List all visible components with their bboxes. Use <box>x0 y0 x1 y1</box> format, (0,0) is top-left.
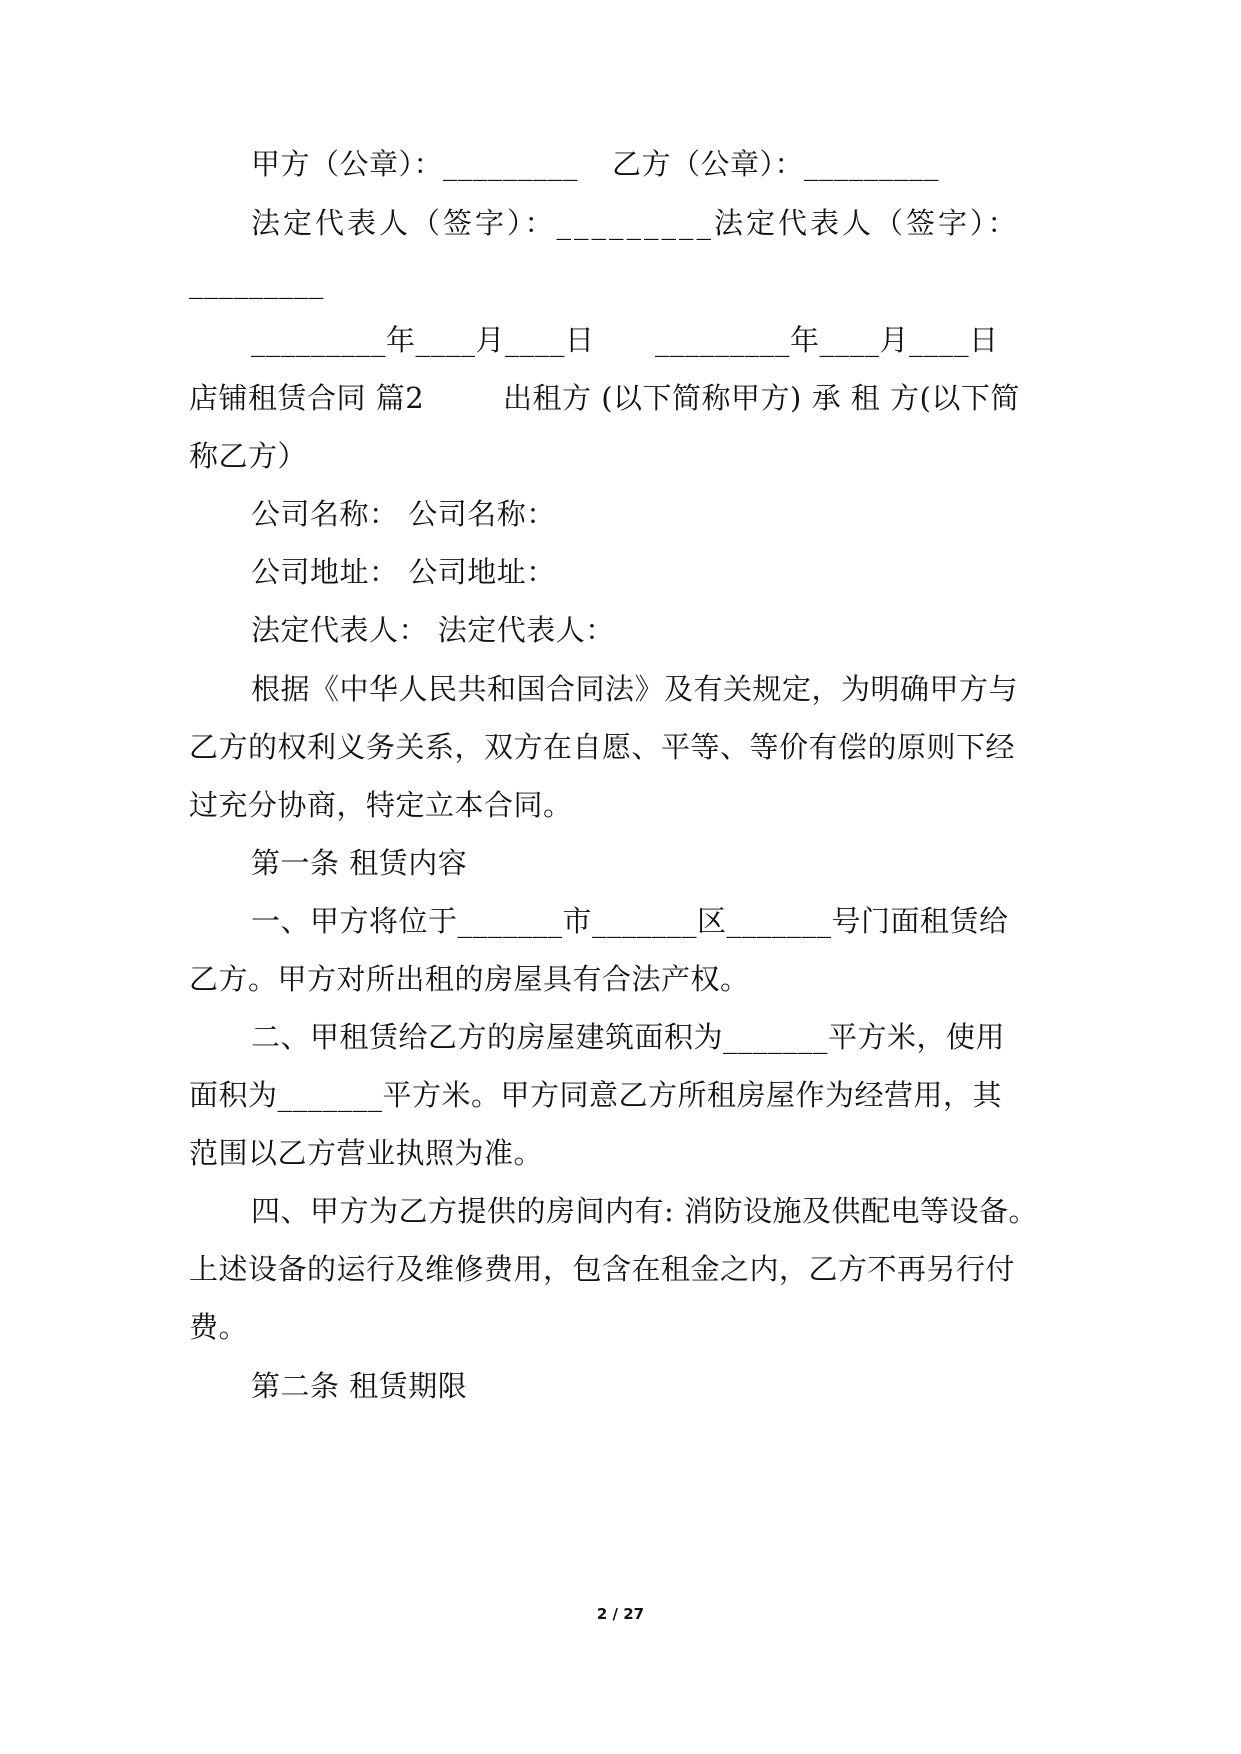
article1-item2-line-3: 范围以乙方营业执照为准。 <box>189 1136 544 1170</box>
preamble-line-2: 乙方的权利义务关系，双方在自愿、平等、等价有偿的原则下经 <box>189 730 1016 764</box>
parties-intro-continuation: 称乙方） <box>189 439 308 473</box>
legal-rep-sign-continuation: _________ <box>189 265 324 299</box>
seal-line <box>251 144 1059 184</box>
company-name-line: 公司名称： 公司名称： <box>251 497 556 531</box>
article1-title: 第一条 租赁内容 <box>251 846 468 880</box>
preamble-line-1: 根据《中华人民共和国合同法》及有关规定，为明确甲方与 <box>251 672 1019 706</box>
date-line <box>251 320 1059 360</box>
parties-intro: 出租方 (以下简称甲方) 承 租 方(以下简 <box>503 381 1020 415</box>
article1-item1-line-1: 一、甲方将位于_______市_______区_______号门面租赁给 <box>251 904 1009 938</box>
article1-item2-line-2: 面积为_______平方米。甲方同意乙方所租房屋作为经营用，其 <box>189 1078 1003 1112</box>
article1-item4-line-3: 费。 <box>189 1310 249 1344</box>
article1-item4-line-1: 四、甲方为乙方提供的房间内有: 消防设施及供配电等设备。 <box>251 1194 1038 1228</box>
date-party-a: _________年____月____日 <box>251 323 595 357</box>
legal-rep-line: 法定代表人： 法定代表人： <box>251 613 615 647</box>
party-a-seal: 甲方（公章）：_________ <box>251 147 579 181</box>
company-address-line: 公司地址： 公司地址： <box>251 555 556 589</box>
contract-heading-line <box>189 378 1059 418</box>
page-indicator: 2 / 27 <box>596 1605 645 1623</box>
legal-rep-sign-line: 法定代表人（签字）：_________法定代表人（签字）： <box>251 206 1020 240</box>
article1-item2-line-1: 二、甲租赁给乙方的房屋建筑面积为_______平方米，使用 <box>251 1020 1006 1054</box>
contract-heading: 店铺租赁合同 篇2 <box>189 381 425 415</box>
preamble-line-3: 过充分协商，特定立本合同。 <box>189 788 573 822</box>
article2-title: 第二条 租赁期限 <box>251 1369 468 1403</box>
date-party-b: _________年____月____日 <box>655 323 999 357</box>
article1-item1-line-2: 乙方。甲方对所出租的房屋具有合法产权。 <box>189 962 750 996</box>
article1-item4-line-2: 上述设备的运行及维修费用，包含在租金之内，乙方不再另行付 <box>189 1252 1016 1286</box>
party-b-seal: 乙方（公章）：_________ <box>612 147 940 181</box>
